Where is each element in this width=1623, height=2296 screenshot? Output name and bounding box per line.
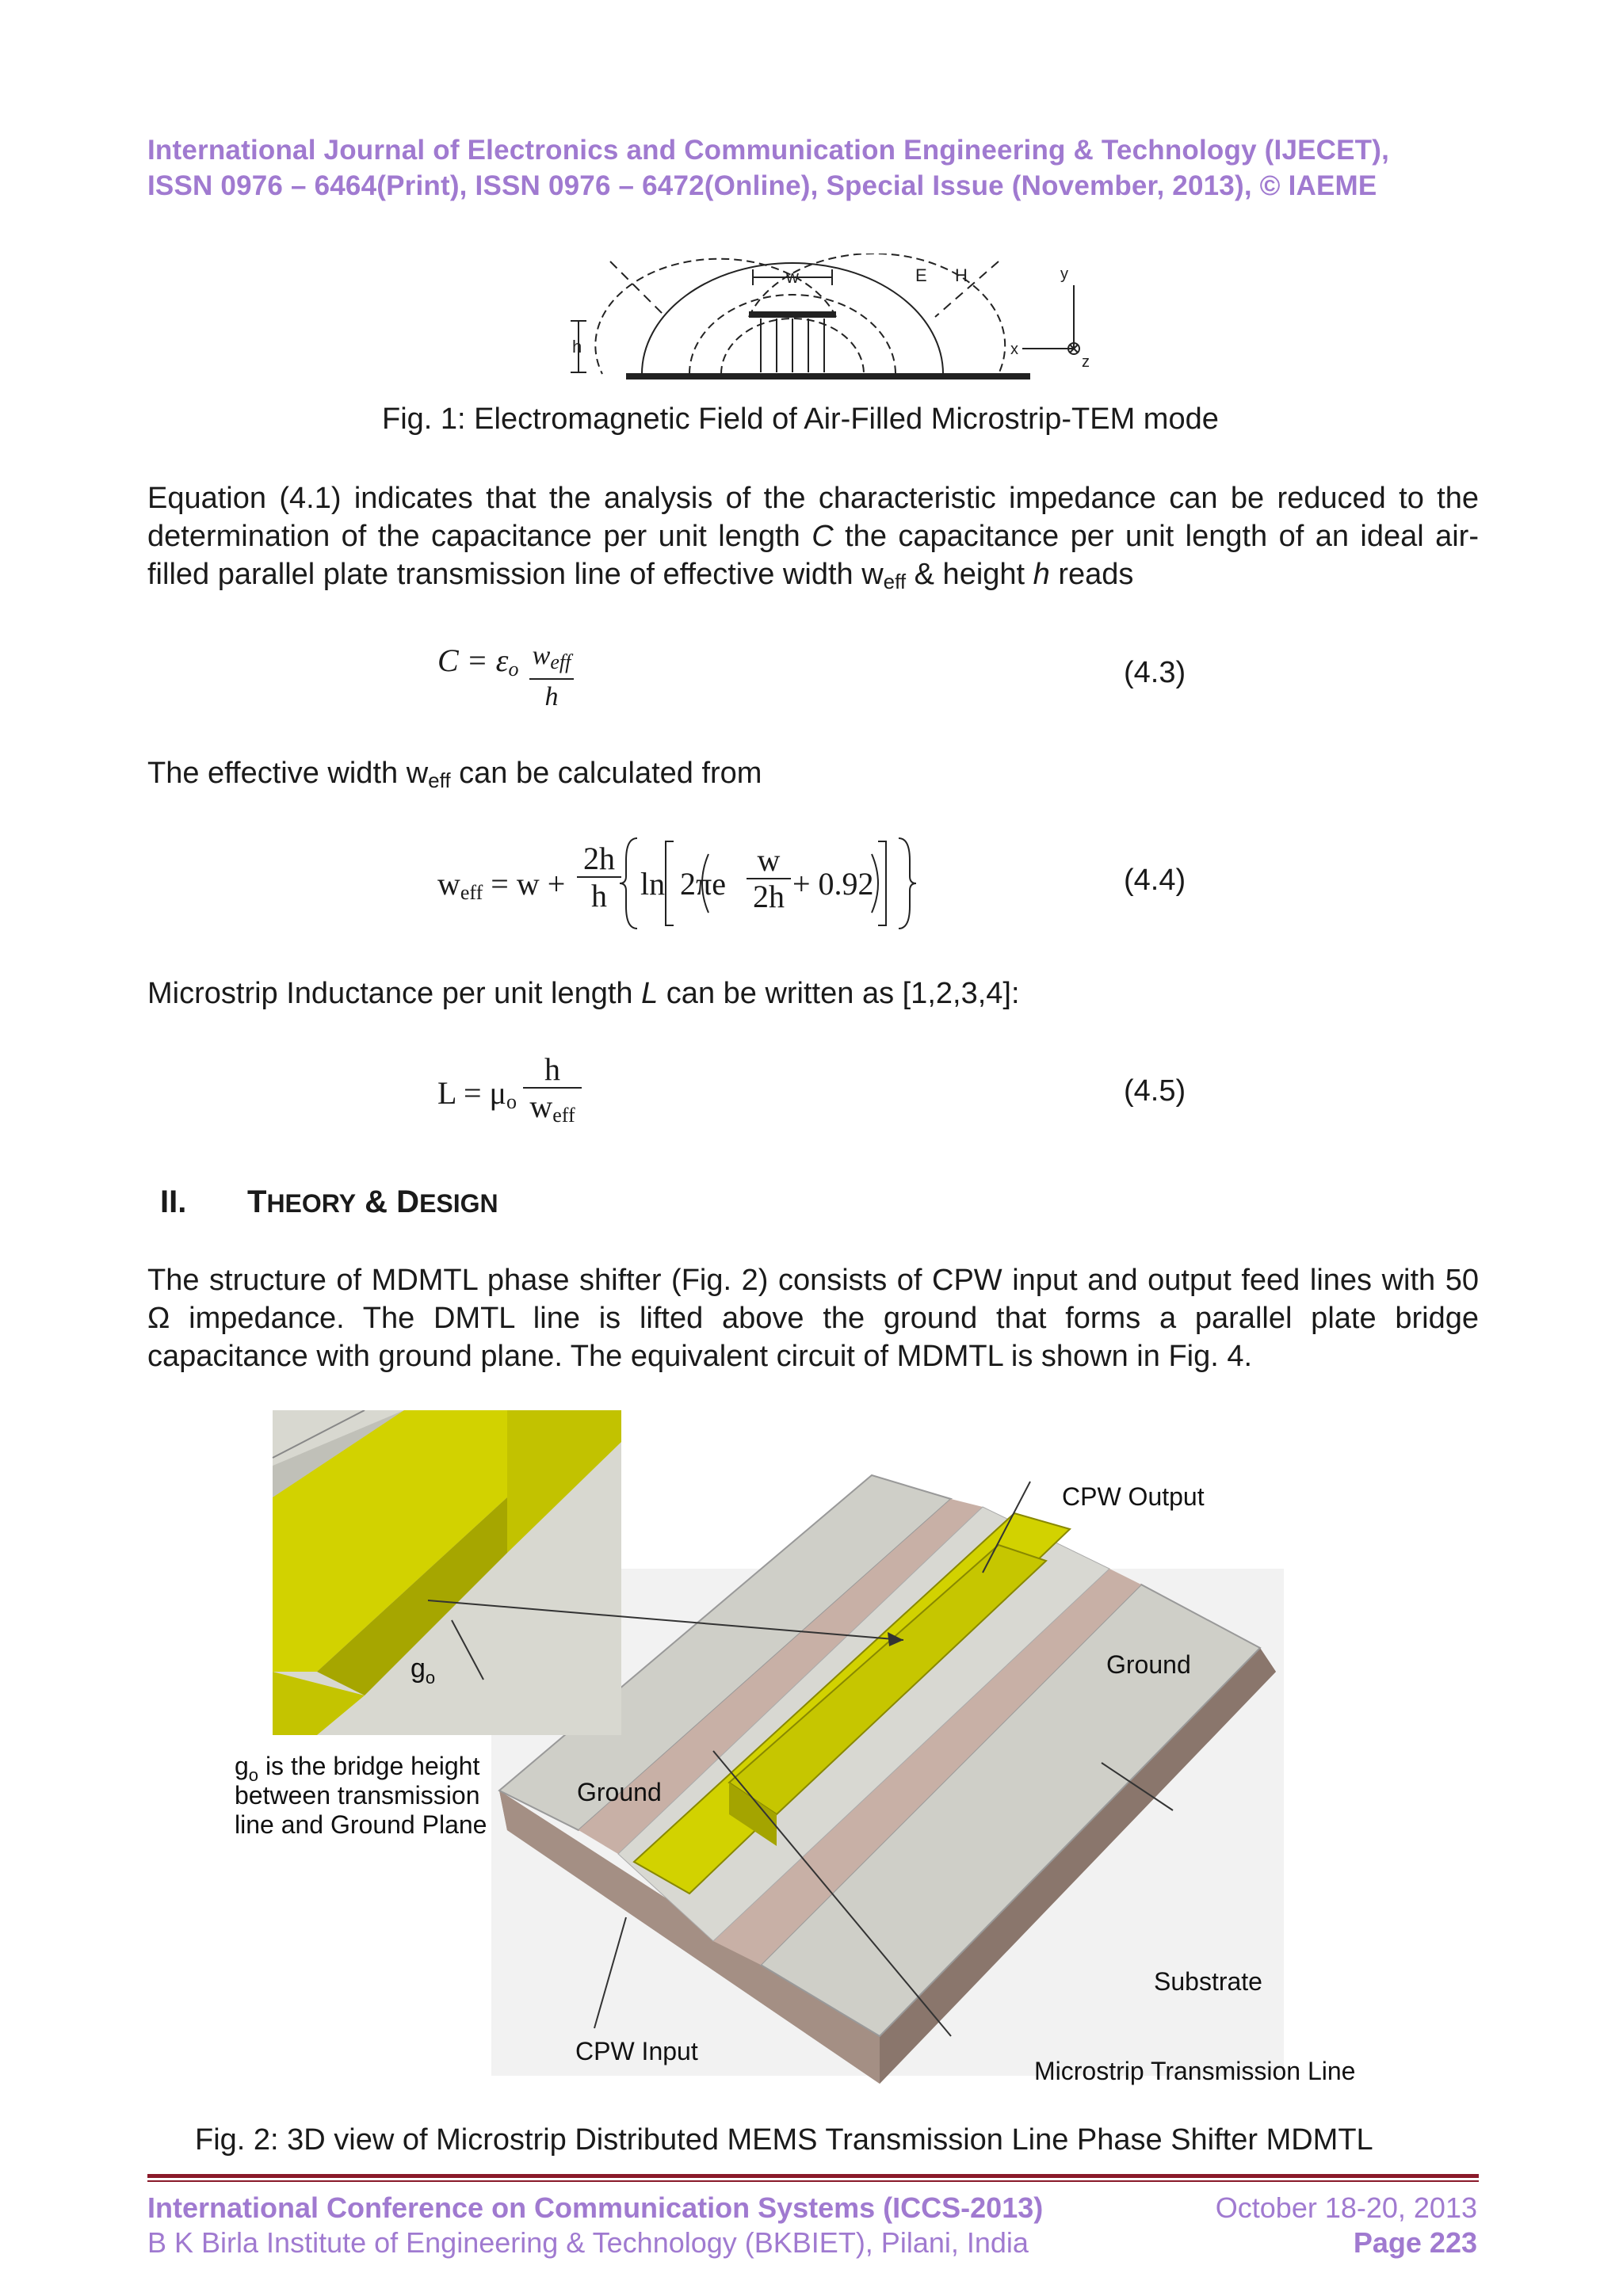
footer-page-number: Page 223 xyxy=(1353,2226,1477,2259)
fig2-caption: Fig. 2: 3D view of Microstrip Distributed MEMS Transmission Line Phase Shifter MDMTL xyxy=(195,2123,1373,2157)
eq44-plus: + 0.92 xyxy=(792,866,874,902)
eq43-number: (4.3) xyxy=(1124,656,1186,689)
eq45-fraction: h $w_{eff}$ xyxy=(523,1052,582,1134)
journal-header-line2: ISSN 0976 – 6464(Print), ISSN 0976 – 6472(Online), Special Issue (November, 2013), © IAEME xyxy=(147,170,1377,201)
label-microstrip-line: Microstrip Transmission Line xyxy=(1034,2057,1356,2085)
label-ground-right: Ground xyxy=(1106,1650,1191,1679)
paragraph-4: The structure of MDMTL phase shifter (Fig. 2) consists of CPW input and output feed lines with 50 Ω impedance. The DMTL line is lifted above the ground that forms a parallel plate bridge capacitance with ground plane. The equivalent circuit of MDMTL is shown in Fig. 4. xyxy=(147,1264,1479,1373)
fig1-label-w: w xyxy=(786,267,799,287)
fig1-label-H: H xyxy=(955,265,968,285)
equation-4-4: $w_{eff} = w$ + xyxy=(437,866,566,904)
journal-header-line1: International Journal of Electronics and Communication Engineering & Technology (IJECET), xyxy=(147,135,1390,166)
fig1-label-E: E xyxy=(915,265,927,285)
fig1-label-y: y xyxy=(1060,265,1068,283)
paragraph-3: Microstrip Inductance per unit length L can be written as [1,2,3,4]: xyxy=(147,977,1020,1010)
eq44-ln: ln xyxy=(640,866,666,902)
figure-1-field-diagram xyxy=(555,254,1125,388)
paragraph-1: Equation (4.1) indicates that the analysis of the characteristic impedance can be reduced to the determination of the capacitance per unit length C the capacitance per unit length of an ideal air-filled parallel plate transmission line of effective width $w_{eff}$ & height h reads xyxy=(147,482,1479,593)
section-title: THEORY & DESIGN xyxy=(247,1184,498,1219)
eq44-number: (4.4) xyxy=(1124,864,1186,897)
fig1-label-h: h xyxy=(572,337,582,357)
eq43-fraction: $w_{eff}$ h xyxy=(529,640,574,715)
equation-4-3: $C = \varepsilon_o$ xyxy=(437,643,519,681)
label-go: $g_o$ xyxy=(411,1653,436,1688)
note-line-2: between transmission xyxy=(235,1781,480,1810)
label-cpw-input: CPW Input xyxy=(575,2037,698,2065)
equation-4-5: $L = \mu_o$ xyxy=(437,1075,517,1113)
eq45-number: (4.5) xyxy=(1124,1074,1186,1108)
footer-rule xyxy=(147,2174,1479,2178)
fig1-caption: Fig. 1: Electromagnetic Field of Air-Filled Microstrip-TEM mode xyxy=(382,402,1219,436)
paragraph-2: The effective width $w_{eff}$ can be calculated from xyxy=(147,757,762,792)
label-ground-left: Ground xyxy=(577,1778,662,1806)
fig1-label-z: z xyxy=(1082,353,1090,371)
section-number: II. xyxy=(160,1184,187,1219)
footer-date: October 18-20, 2013 xyxy=(1215,2191,1477,2224)
note-line-1: $g_o$ is the bridge height xyxy=(235,1752,480,1785)
eq44-frac1: 2h h xyxy=(577,841,621,914)
figure-2-3d-view xyxy=(222,1410,1411,2107)
fig1-label-x: x xyxy=(1010,341,1018,358)
eq44-frac2: w 2h xyxy=(747,843,791,914)
footer-conference: International Conference on Communication Systems (ICCS-2013) xyxy=(147,2191,1044,2224)
note-line-3: line and Ground Plane xyxy=(235,1810,487,1839)
eq44-2pie: 2πe xyxy=(680,866,726,902)
label-cpw-output: CPW Output xyxy=(1062,1482,1205,1511)
footer-institute: B K Birla Institute of Engineering & Technology (BKBIET), Pilani, India xyxy=(147,2226,1029,2259)
label-substrate: Substrate xyxy=(1154,1967,1262,1996)
footer-rule-thin xyxy=(147,2180,1479,2182)
